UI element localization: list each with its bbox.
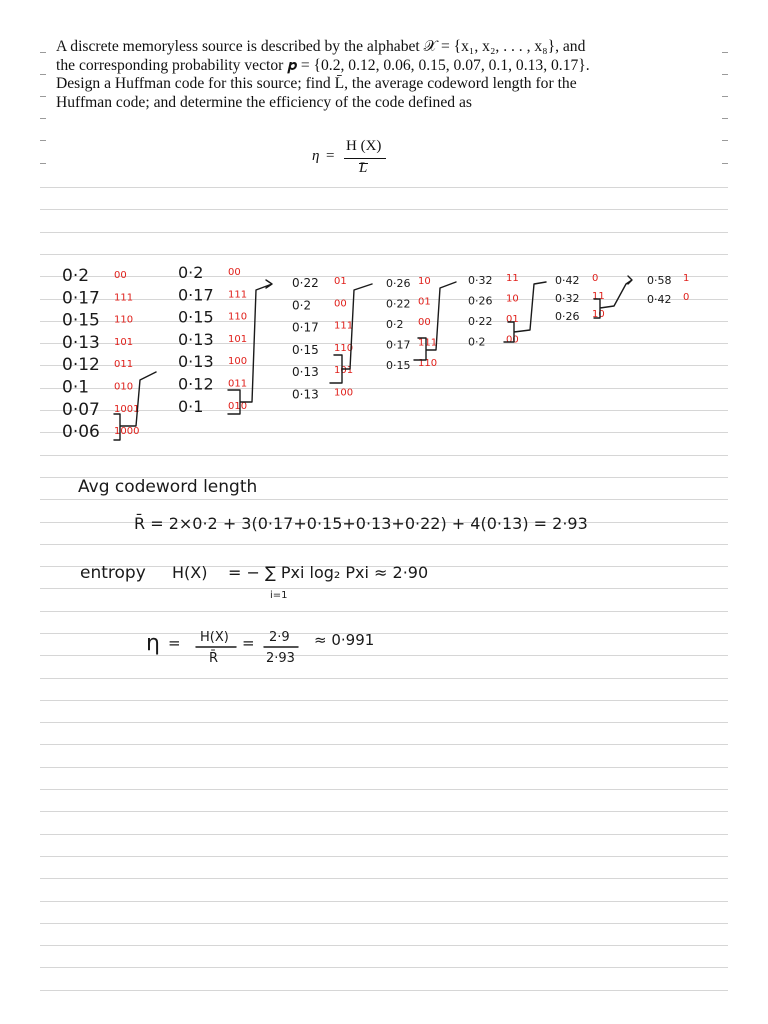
huffman-code: 00 [114, 270, 127, 281]
huffman-code: 1 [683, 273, 690, 284]
formula-denominator: L [359, 160, 368, 176]
huffman-prob: 0·13 [62, 332, 100, 353]
huffman-code: 10 [592, 309, 605, 320]
huffman-prob: 0·17 [178, 285, 214, 305]
formula-eta: η [312, 148, 320, 164]
problem-line-2: the corresponding probability vector 𝒑 = {0.2, 0.12, 0.06, 0.15, 0.07, 0.1, 0.13, 0.17}. [56, 56, 590, 74]
huffman-code: 1000 [114, 426, 140, 438]
huffman-prob: 0·26 [386, 277, 411, 290]
huffman-prob: 0·58 [647, 274, 672, 287]
huffman-prob: 0·2 [468, 335, 486, 349]
eta-denominator: R̄ [209, 651, 219, 666]
efficiency-section [146, 630, 374, 666]
huffman-prob: 0·13 [292, 387, 319, 402]
huffman-tree [62, 263, 689, 442]
eta-numerator: H(X) [200, 630, 229, 645]
huffman-code: 01 [334, 276, 347, 287]
huffman-code: 110 [114, 314, 134, 326]
huffman-code: 011 [114, 359, 134, 371]
huffman-code: 01 [506, 314, 519, 325]
huffman-code: 101 [334, 365, 354, 377]
huffman-prob: 0·42 [555, 274, 580, 287]
huffman-code: 10 [506, 293, 519, 305]
huffman-code: 100 [334, 387, 354, 399]
huffman-code: 00 [228, 267, 241, 278]
huffman-code: 11 [506, 273, 519, 284]
huffman-code: 110 [228, 311, 248, 323]
huffman-prob: 0·2 [292, 298, 312, 313]
huffman-prob: 0·13 [292, 365, 319, 380]
huffman-prob: 0·15 [386, 359, 411, 372]
eta-numerator-value: 2·9 [269, 630, 290, 645]
huffman-code: 00 [334, 298, 347, 310]
huffman-code: 01 [418, 296, 431, 308]
huffman-code: 100 [228, 356, 248, 368]
huffman-code: 111 [228, 289, 248, 301]
huffman-prob: 0·07 [62, 399, 100, 420]
huffman-prob: 0·26 [555, 310, 580, 323]
entropy-sum-subscript: i=1 [270, 590, 288, 601]
rbar-equation: R̄ = 2×0·2 + 3(0·17+0·15+0·13+0·22) + 4(0·13) = 2·93 [134, 514, 588, 533]
huffman-prob: 0·13 [178, 352, 214, 372]
huffman-code: 010 [114, 381, 134, 393]
huffman-prob: 0·15 [292, 342, 319, 357]
entropy-word: entropy [80, 563, 146, 583]
huffman-prob: 0·17 [292, 320, 319, 335]
huffman-code: 00 [506, 334, 519, 346]
huffman-code: 111 [114, 292, 134, 304]
eta-denominator-value: 2·93 [266, 651, 295, 666]
merge-bracket-5 [504, 282, 546, 342]
huffman-code: 0 [592, 273, 599, 284]
huffman-prob: 0·26 [468, 294, 493, 308]
huffman-prob: 0·22 [292, 276, 319, 290]
huffman-prob: 0·42 [647, 293, 672, 306]
huffman-prob: 0·1 [62, 377, 90, 398]
huffman-code: 00 [418, 317, 431, 328]
avg-codeword-section [78, 477, 588, 533]
entropy-expression: = − ∑ Pxi log₂ Pxi ≈ 2·90 [228, 563, 429, 582]
huffman-prob: 0·1 [178, 396, 204, 416]
huffman-prob: 0·06 [62, 422, 100, 443]
avg-length-label: Avg codeword length [78, 477, 258, 497]
huffman-code: 10 [418, 276, 431, 287]
huffman-prob: 0·17 [386, 338, 411, 352]
huffman-prob: 0·15 [178, 307, 214, 327]
problem-line-4: Huffman code; and determine the efficiency of the code defined as [56, 93, 472, 111]
huffman-prob: 0·32 [555, 292, 580, 305]
huffman-prob: 0·2 [386, 318, 404, 331]
eta-symbol: η [146, 631, 160, 656]
huffman-code: 101 [114, 336, 134, 348]
huffman-code: 011 [228, 378, 248, 390]
huffman-prob: 0·13 [178, 329, 214, 349]
huffman-prob: 0·2 [178, 263, 204, 282]
huffman-prob: 0·12 [62, 355, 100, 376]
huffman-code: 11 [592, 291, 605, 302]
huffman-prob: 0·12 [178, 374, 214, 394]
eta-equals-2: = [242, 634, 255, 652]
entropy-section [80, 563, 428, 601]
huffman-code: 1001 [114, 403, 140, 415]
huffman-code: 010 [228, 400, 248, 412]
huffman-prob: 0·22 [386, 297, 411, 311]
problem-line-3: Design a Huffman code for this source; find L̄, the average codeword length for the [56, 75, 577, 93]
huffman-prob: 0·22 [468, 315, 493, 328]
huffman-code: 0 [683, 292, 690, 303]
huffman-prob: 0·32 [468, 274, 493, 287]
huffman-code: 110 [418, 358, 438, 369]
formula-numerator: H (X) [346, 138, 382, 154]
eta-result: ≈ 0·991 [314, 631, 375, 649]
huffman-code: 111 [418, 337, 438, 349]
eta-equals-1: = [168, 634, 181, 652]
entropy-hx: H(X) [172, 563, 208, 582]
huffman-code: 101 [228, 333, 248, 345]
formula-equals: = [326, 148, 335, 164]
huffman-code: 111 [334, 320, 354, 332]
huffman-prob: 0·17 [62, 288, 100, 309]
huffman-prob: 0·15 [62, 310, 100, 331]
problem-line-1: A discrete memoryless source is described by the alphabet 𝒳 = {x₁, x₂, . . . , x₈}, and [56, 38, 586, 55]
huffman-code: 110 [334, 342, 354, 354]
huffman-prob: 0·2 [62, 266, 90, 286]
